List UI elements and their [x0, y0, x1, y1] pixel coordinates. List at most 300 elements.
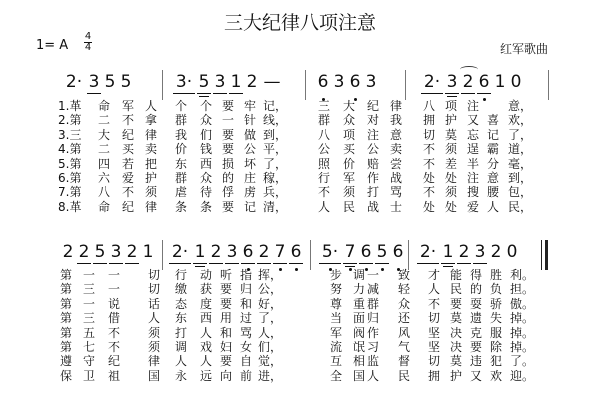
lyric-syllable: 八 — [98, 185, 111, 200]
lyric-syllable: 律 — [145, 199, 158, 214]
lyric-syllable: 命 — [98, 199, 111, 214]
note: 0 — [510, 72, 522, 92]
lyric-syllable: 三 — [318, 99, 331, 113]
lyric-syllable: 打 — [367, 185, 380, 200]
note: 6 — [390, 240, 406, 264]
lyric-syllable: 氓 — [353, 340, 366, 354]
lyric-syllable: 卖 — [145, 142, 158, 157]
lyric-syllable: 战 — [367, 199, 380, 214]
lyric-syllable: 坏 — [244, 156, 257, 171]
lyric-syllable: 还 — [398, 311, 411, 326]
lyric-syllable: 俘 — [222, 185, 235, 200]
lyric-syllable: 兵， — [263, 185, 288, 200]
lyric-syllable: 要 — [222, 199, 235, 214]
note: 2 — [124, 240, 140, 264]
lyric-syllable: 毫， — [508, 156, 533, 171]
lyric-syllable: 众 — [343, 113, 356, 128]
lyric-syllable: 调 — [175, 340, 188, 354]
lyric-syllable: 第 — [60, 268, 73, 282]
lyric-syllable: 坚 — [428, 340, 441, 354]
lyric-syllable: 民 — [343, 199, 356, 214]
lyric-syllable: 掉。 — [510, 325, 535, 340]
lyric-syllable: 人 — [367, 368, 380, 383]
lyrics-row — [0, 282, 600, 296]
lyric-syllable: 须 — [148, 325, 161, 340]
lyric-syllable: 律 — [145, 127, 158, 142]
lyric-syllable: 阀 — [353, 325, 366, 340]
barline — [408, 240, 409, 270]
lyric-syllable: 遗 — [470, 311, 483, 326]
lyric-syllable: 个 — [175, 99, 188, 113]
lyric-syllable: 处 — [423, 199, 436, 214]
lyric-syllable: 习 — [367, 340, 380, 354]
lyric-syllable: 众 — [200, 113, 213, 128]
lyric-syllable: 当 — [330, 311, 343, 326]
lyric-syllable: 了。 — [510, 354, 535, 369]
note: 2 — [490, 242, 502, 262]
lyric-syllable: 作 — [367, 325, 380, 340]
lyric-syllable: 四 — [98, 156, 111, 171]
lyric-syllable: 和 — [240, 296, 253, 311]
lyric-syllable: 2.第 — [58, 113, 82, 128]
lyric-syllable: 全 — [330, 368, 343, 383]
lyric-syllable: 掉。 — [510, 311, 535, 326]
lyric-syllable: 意 — [390, 127, 403, 142]
note: 2 — [208, 240, 224, 264]
lyric-syllable: 失 — [490, 311, 503, 326]
lyric-syllable: 民 — [450, 282, 463, 297]
measure — [60, 240, 156, 270]
note: 5· — [318, 240, 342, 264]
lyric-syllable: 八 — [423, 99, 436, 113]
lyric-syllable: 三 — [83, 311, 96, 326]
lyric-syllable: 对 — [367, 113, 380, 128]
lyric-syllable: 克 — [470, 325, 483, 340]
lyric-syllable: 人 — [200, 325, 213, 340]
lyric-syllable: 须 — [148, 340, 161, 354]
lyric-syllable: 了， — [508, 127, 533, 142]
lyric-syllable: 挥， — [258, 268, 283, 282]
lyrics-row — [0, 99, 600, 113]
lyric-syllable: 须 — [145, 185, 158, 200]
lyric-syllable: 欢， — [508, 113, 533, 128]
lyric-syllable: 虐 — [175, 185, 188, 200]
lyric-syllable: 条 — [200, 199, 213, 214]
lyric-syllable: 不 — [108, 340, 121, 354]
lyric-syllable: 六 — [98, 171, 111, 185]
lyric-syllable: 注 — [467, 171, 480, 185]
lyric-syllable: 买 — [122, 142, 135, 157]
lyric-syllable: 要 — [220, 354, 233, 369]
barline — [548, 70, 549, 100]
note: 2 — [62, 242, 74, 262]
note: 6 — [358, 240, 374, 264]
lyric-syllable: 归 — [240, 282, 253, 297]
lyric-syllable: 民 — [398, 368, 411, 383]
note: 5 — [196, 70, 212, 94]
lyric-syllable: 士 — [390, 199, 403, 214]
lyric-syllable: 第 — [60, 340, 73, 354]
lyric-syllable: 借 — [108, 311, 121, 326]
lyrics-row — [0, 157, 600, 171]
lyric-syllable: 道， — [508, 142, 533, 157]
lyrics-row — [0, 200, 600, 214]
lyrics-row — [0, 326, 600, 340]
lyric-syllable: 度 — [200, 296, 213, 311]
lyric-syllable: 一 — [108, 268, 121, 282]
lyric-syllable: 钱 — [200, 142, 213, 157]
lyric-syllable: 稼， — [263, 171, 288, 185]
lyric-syllable: 话 — [148, 296, 161, 311]
lyrics-row — [0, 268, 600, 282]
lyric-syllable: 态 — [175, 296, 188, 311]
lyric-syllable: 胜 — [490, 268, 503, 282]
lyric-syllable: 照 — [318, 156, 331, 171]
lyric-syllable: 律 — [148, 354, 161, 369]
lyric-syllable: 记 — [244, 199, 257, 214]
lyric-syllable: 能 — [450, 268, 463, 282]
lyric-syllable: 二 — [98, 142, 111, 157]
lyric-syllable: 护 — [145, 171, 158, 185]
lyric-syllable: 处 — [445, 199, 458, 214]
lyric-syllable: 不 — [122, 185, 135, 200]
measure — [62, 70, 134, 100]
lyric-syllable: 项 — [445, 99, 458, 113]
lyric-syllable: 监 — [367, 354, 380, 369]
lyric-syllable: 护 — [450, 368, 463, 383]
lyric-syllable: 条 — [175, 199, 188, 214]
lyric-syllable: 作 — [367, 171, 380, 185]
note: 3 — [86, 70, 102, 94]
lyric-syllable: 行 — [318, 171, 331, 185]
lyrics-row — [0, 340, 600, 354]
lyric-syllable: 人， — [258, 325, 283, 340]
lyric-syllable: 拿 — [145, 113, 158, 128]
lyric-syllable: 减 — [367, 282, 380, 297]
lyric-syllable: 气 — [398, 340, 411, 354]
lyric-syllable: 纪 — [122, 199, 135, 214]
lyric-syllable: 负 — [490, 282, 503, 297]
note: 7 — [272, 240, 288, 264]
lyric-syllable: 轻 — [398, 282, 411, 297]
lyric-syllable: 意， — [508, 99, 533, 113]
lyric-syllable: 清， — [263, 199, 288, 214]
lyric-syllable: 女 — [240, 340, 253, 354]
lyric-syllable: 大 — [343, 99, 356, 113]
lyric-syllable: 要 — [222, 142, 235, 157]
lyric-syllable: 不 — [423, 156, 436, 171]
time-signature — [84, 32, 92, 53]
meter-top: 4 — [84, 31, 92, 42]
lyric-syllable: 群 — [367, 296, 380, 311]
lyric-syllable: 人 — [200, 354, 213, 369]
lyric-syllable: 互 — [330, 354, 343, 369]
lyric-syllable: 意 — [487, 171, 500, 185]
lyric-syllable: 价 — [343, 156, 356, 171]
lyric-syllable: 骄 — [490, 296, 503, 311]
lyric-syllable: 虏 — [244, 185, 257, 200]
lyric-syllable: 第 — [60, 311, 73, 326]
lyric-syllable: 众 — [200, 171, 213, 185]
lyric-syllable: 了， — [258, 311, 283, 326]
lyric-syllable: 个 — [200, 99, 213, 113]
lyric-syllable: 3.三 — [58, 127, 82, 142]
lyric-syllable: 半 — [467, 156, 480, 171]
measure — [315, 70, 379, 100]
lyric-syllable: 祖 — [108, 368, 121, 383]
note: 6 — [347, 70, 363, 94]
lyric-syllable: 东 — [175, 311, 188, 326]
measure — [416, 240, 520, 270]
lyric-syllable: 我 — [175, 127, 188, 142]
lyric-syllable: 军 — [122, 99, 135, 113]
lyric-syllable: 服 — [490, 325, 503, 340]
lyric-syllable: 记， — [263, 99, 288, 113]
lyric-syllable: 尝 — [390, 156, 403, 171]
lyric-syllable: 重 — [353, 296, 366, 311]
lyric-syllable: 要 — [220, 282, 233, 297]
lyric-syllable: 努 — [330, 282, 343, 297]
note: 5 — [104, 72, 116, 92]
lyric-syllable: 损 — [222, 156, 235, 171]
lyric-syllable: 人 — [148, 311, 161, 326]
lyric-syllable: 公 — [318, 142, 331, 157]
note: 1 — [440, 240, 456, 264]
note: 2 — [76, 240, 92, 264]
note: — — [263, 72, 281, 92]
lyric-syllable: 好， — [258, 296, 283, 311]
lyric-syllable: 一 — [83, 296, 96, 311]
lyric-syllable: 坚 — [428, 325, 441, 340]
lyric-syllable: 东 — [175, 156, 188, 171]
lyric-syllable: 欢 — [490, 368, 503, 383]
lyric-syllable: 戏 — [200, 340, 213, 354]
lyric-syllable: 纪 — [122, 127, 135, 142]
lyric-syllable: 要 — [222, 99, 235, 113]
note: 1 — [494, 72, 506, 92]
lyric-syllable: 保 — [60, 368, 73, 383]
lyric-syllable: 七 — [83, 340, 96, 354]
lyric-syllable: 远 — [200, 368, 213, 383]
lyric-syllable: 又 — [470, 368, 483, 383]
lyric-syllable: 一 — [222, 113, 235, 128]
lyric-syllable: 须 — [445, 142, 458, 157]
lyric-syllable: 用 — [220, 311, 233, 326]
lyric-syllable: 人 — [145, 99, 158, 113]
note: 2 — [456, 240, 472, 264]
lyric-syllable: 说 — [108, 296, 121, 311]
lyric-syllable: 人 — [428, 282, 441, 297]
lyric-syllable: 傲。 — [510, 296, 535, 311]
lyric-syllable: 不 — [318, 185, 331, 200]
lyric-syllable: 自 — [240, 354, 253, 369]
lyric-syllable: 不 — [423, 142, 436, 157]
note: 3 — [472, 240, 488, 264]
lyric-syllable: 要 — [222, 127, 235, 142]
lyrics-row — [0, 128, 600, 142]
lyric-syllable: 西 — [200, 311, 213, 326]
lyric-syllable: 决 — [450, 340, 463, 354]
lyric-syllable: 第 — [60, 282, 73, 297]
lyric-syllable: 爱 — [467, 199, 480, 214]
lyric-syllable: 霸 — [487, 142, 500, 157]
note: 6 — [476, 70, 492, 94]
lyric-syllable: 风 — [398, 325, 411, 340]
note: 3 — [224, 240, 240, 264]
lyrics-row — [0, 369, 600, 383]
lyric-syllable: 除 — [490, 340, 503, 354]
note: 7 — [342, 240, 358, 264]
lyric-syllable: 线， — [263, 113, 288, 128]
lyric-syllable: 针 — [244, 113, 257, 128]
lyric-syllable: 一 — [83, 268, 96, 282]
barline — [162, 240, 163, 270]
lyric-syllable: 们， — [258, 340, 283, 354]
lyric-syllable: 4.第 — [58, 142, 82, 157]
lyric-syllable: 打 — [175, 325, 188, 340]
lyric-syllable: 7.第 — [58, 185, 82, 200]
lyric-syllable: 群 — [175, 171, 188, 185]
lyric-syllable: 包， — [508, 185, 533, 200]
lyric-syllable: 价 — [175, 142, 188, 157]
lyric-syllable: 指 — [240, 268, 253, 282]
lyric-syllable: 永 — [175, 368, 188, 383]
lyric-syllable: 相 — [353, 354, 366, 369]
lyric-syllable: 若 — [122, 156, 135, 171]
lyric-syllable: 担。 — [510, 282, 535, 297]
lyric-syllable: 骂 — [240, 325, 253, 340]
barline — [405, 70, 406, 100]
measure — [172, 70, 284, 100]
note: 5 — [120, 72, 132, 92]
lyrics-row — [0, 297, 600, 311]
lyric-syllable: 处 — [445, 171, 458, 185]
lyric-syllable: 不 — [122, 113, 135, 128]
note: 3 — [444, 70, 460, 94]
lyric-syllable: 庄 — [244, 171, 257, 185]
lyric-syllable: 群 — [318, 113, 331, 128]
lyric-syllable: 莫 — [450, 354, 463, 369]
lyric-syllable: 拥 — [428, 368, 441, 383]
lyric-syllable: 莫 — [450, 311, 463, 326]
lyric-syllable: 前 — [240, 368, 253, 383]
song-title: 三大纪律八项注意 — [223, 12, 376, 34]
lyric-syllable: 第 — [60, 296, 73, 311]
lyric-syllable: 拥 — [423, 113, 436, 128]
note: 6 — [288, 240, 304, 264]
note: 2 — [246, 72, 258, 92]
lyric-syllable: 得 — [470, 268, 483, 282]
lyric-syllable: 骂 — [390, 185, 403, 200]
final-barline-thin — [541, 240, 542, 270]
note: 3 — [212, 70, 228, 94]
lyric-syllable: 不 — [108, 325, 121, 340]
lyric-syllable: 听 — [220, 268, 233, 282]
lyric-syllable: 爱 — [122, 171, 135, 185]
lyric-syllable: 牢 — [244, 99, 257, 113]
lyric-syllable: 卖 — [390, 142, 403, 157]
lyric-syllable: 守 — [83, 354, 96, 369]
lyric-syllable: 6.第 — [58, 171, 82, 185]
lyric-syllable: 耍 — [470, 296, 483, 311]
lyric-syllable: 决 — [450, 325, 463, 340]
lyric-syllable: 动 — [200, 268, 213, 282]
slur — [460, 66, 478, 73]
lyric-syllable: 大 — [98, 127, 111, 142]
lyric-syllable: 犯 — [490, 354, 503, 369]
lyric-syllable: 觉， — [258, 354, 283, 369]
lyric-syllable: 面 — [353, 311, 366, 326]
lyric-syllable: 五 — [83, 325, 96, 340]
note: 6 — [240, 240, 256, 264]
lyric-syllable: 喜 — [487, 113, 500, 128]
barline — [162, 70, 163, 100]
line1-notation — [0, 70, 600, 100]
lyric-syllable: 获 — [200, 282, 213, 297]
lyric-syllable: 又 — [467, 113, 480, 128]
lyric-syllable: 搜 — [467, 185, 480, 200]
lyric-syllable: 切 — [148, 282, 161, 297]
lyric-syllable: 纪 — [367, 99, 380, 113]
lyric-syllable: 腰 — [487, 185, 500, 200]
lyric-syllable: 二 — [98, 113, 111, 128]
lyric-syllable: 公， — [258, 282, 283, 297]
lyric-syllable: 妇 — [220, 340, 233, 354]
lyric-syllable: 军 — [330, 325, 343, 340]
lyric-syllable: 第 — [60, 325, 73, 340]
note: 1 — [192, 240, 208, 264]
lyric-syllable: 调 — [353, 268, 366, 282]
lyric-syllable: 才 — [428, 268, 441, 282]
lyric-syllable: 须 — [445, 185, 458, 200]
lyric-syllable: 忘 — [467, 127, 480, 142]
lyric-syllable: 和 — [220, 325, 233, 340]
lyric-syllable: 们 — [200, 127, 213, 142]
lyric-syllable: 民， — [508, 199, 533, 214]
barline — [305, 70, 306, 100]
meter-bottom: 4 — [84, 42, 92, 53]
measure — [420, 70, 524, 100]
lyric-syllable: 把 — [145, 156, 158, 171]
lyric-syllable: 群 — [175, 113, 188, 128]
lyrics-row — [0, 142, 600, 156]
lyric-syllable: 赔 — [367, 156, 380, 171]
lyric-syllable: 公 — [367, 142, 380, 157]
lyric-syllable: 掉。 — [510, 340, 535, 354]
lyric-syllable: 莫 — [445, 127, 458, 142]
lyric-syllable: 的 — [222, 171, 235, 185]
lyric-syllable: 西 — [200, 156, 213, 171]
key-signature: 1= A — [36, 38, 69, 53]
lyric-syllable: 差 — [445, 156, 458, 171]
lyric-syllable: 一 — [367, 268, 380, 282]
lyric-syllable: 了， — [263, 156, 288, 171]
lyric-syllable: 分 — [487, 156, 500, 171]
lyric-syllable: 卫 — [83, 368, 96, 383]
lyric-syllable: 要 — [470, 340, 483, 354]
lyric-syllable: 要 — [220, 296, 233, 311]
lyric-syllable: 我 — [390, 113, 403, 128]
lyric-syllable: 记 — [487, 127, 500, 142]
note: 2· — [168, 240, 192, 264]
lyric-syllable: 买 — [343, 142, 356, 157]
lyric-syllable: 三 — [83, 282, 96, 297]
lyric-syllable: 遵 — [60, 354, 73, 369]
lyric-syllable: 过 — [240, 311, 253, 326]
lyric-syllable: 力 — [353, 282, 366, 297]
note: 3· — [172, 70, 196, 94]
lyric-syllable: 众 — [398, 296, 411, 311]
